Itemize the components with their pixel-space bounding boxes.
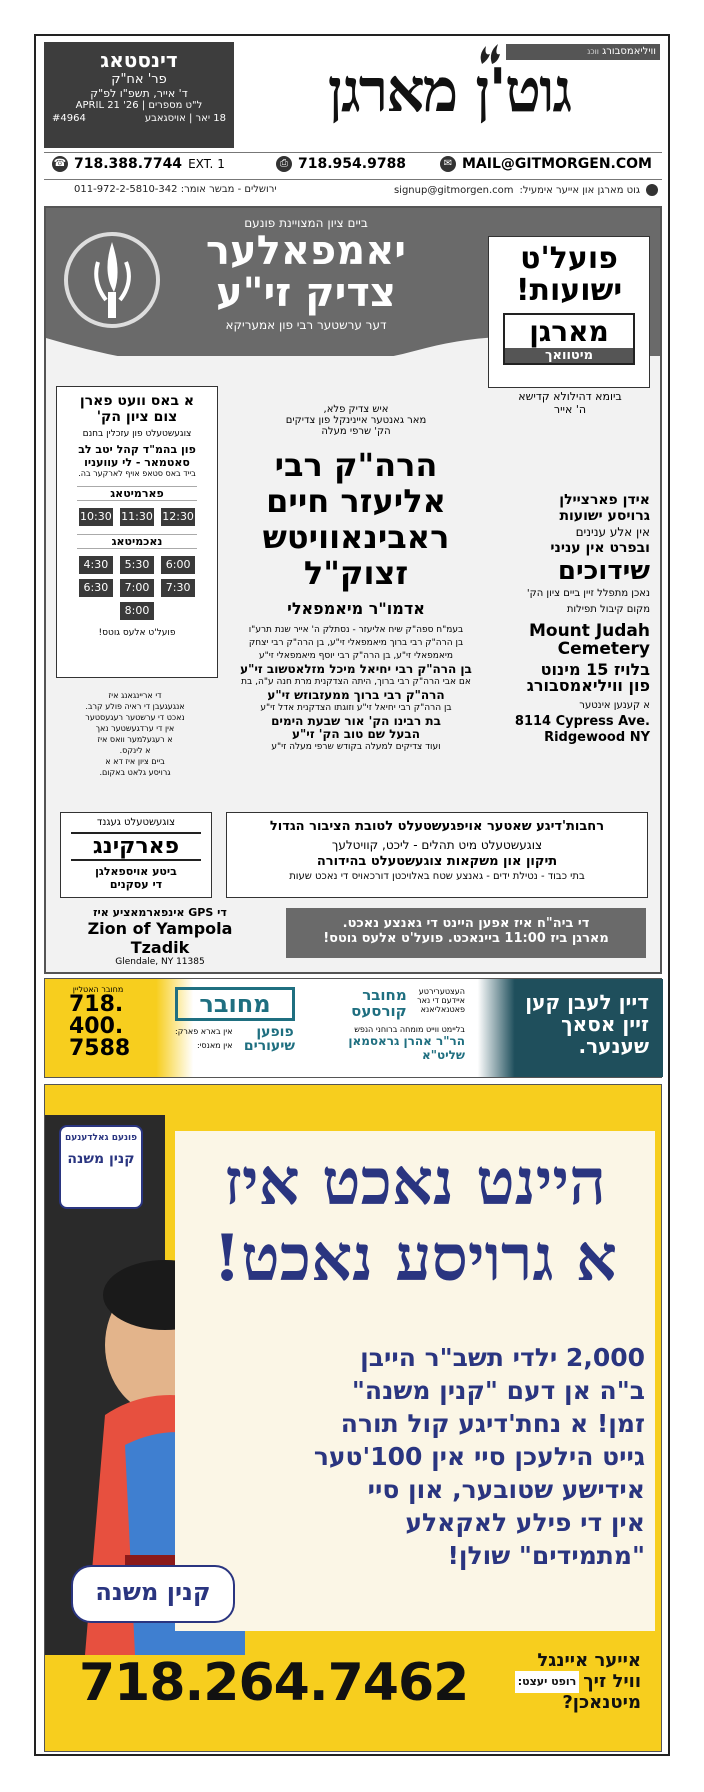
side-note-8: גרויסע גלאט באקום.: [99, 768, 171, 777]
ad-cta: [491, 1651, 641, 1713]
cta-3: מיטנאכן?: [562, 1692, 641, 1713]
kinyan-logo: [71, 1565, 235, 1623]
ad-body: [205, 1341, 645, 1572]
kursus-note: העצטערירטע איידעם די נאר פאטנאליאנא: [417, 987, 465, 1014]
address-label: א קענען אינטער: [579, 700, 650, 711]
body-4: גייט הילעכן סיי אין 100'טער: [313, 1442, 645, 1471]
contact-bar: [44, 152, 662, 180]
body-6: אין די פילע לאקאלע: [405, 1508, 645, 1537]
kursus-title: מחובר קורסעס: [351, 986, 407, 1020]
logo-notes: אין בארא פארק: אין מאנסי:: [175, 1027, 233, 1050]
english-date: APRIL 21 '26 | ל"ט מספרים: [75, 100, 203, 111]
memorial-header: [156, 216, 456, 332]
lineage-3: מיאמפאלי זי"ע, בן הרה"ק רבי יוסף מיאמפאלי זי"ע: [258, 651, 454, 661]
headline-1: היינט נאכט איז: [224, 1145, 606, 1220]
time-slot[interactable]: 10:30: [79, 508, 113, 526]
gps-name: Zion of Yampola Tzadik: [87, 919, 233, 957]
services-3: בתי כבוד - נטילת ידים - גאנצע שטח באלויכטן דורכאויס די נאכט שעות: [289, 871, 585, 882]
memorial-title-1: יאמפאלער: [205, 228, 407, 274]
body-3: זמן! א נחת'דיגע קול תורה: [340, 1409, 645, 1438]
side-note-1: די אריינגאנג איז: [108, 691, 162, 700]
bus-note-1: צוגעשטעלט פון עזכלין בחנם: [82, 429, 192, 439]
headline-2: א גרויסע נאכט!: [213, 1221, 617, 1296]
cemetery-from: פון וויליאמסבורג: [526, 676, 650, 695]
hotline[interactable]: [53, 985, 143, 1060]
parking-sub-1: ביטע אויספאלגן: [95, 865, 177, 878]
body-7: "מתמידים" שולן!: [447, 1541, 645, 1570]
times-afternoon: [57, 553, 217, 622]
yahrzeit-notice: [286, 908, 646, 958]
mechubar-ad[interactable]: [44, 978, 662, 1078]
notice-line-2: מארגן ביז 11:00 ביינאכט. פועל'ט אלעס גוטס!: [323, 931, 609, 946]
phone1-group[interactable]: [52, 156, 225, 172]
info-2: גרויסע ישועות: [559, 508, 650, 524]
bus-note-3: סאטמאר - לי עוועניו: [84, 456, 190, 469]
side-note-6: א לינקס.: [119, 746, 151, 755]
times-morning: [57, 505, 217, 528]
side-note-5: א רעגעלמער וואס איז: [97, 735, 173, 744]
info-4: ובפרט אין עניני: [550, 540, 650, 556]
hotline-phone: 718. 400. 7588: [69, 992, 131, 1061]
seal-badge: [59, 1125, 143, 1209]
info-3: אין אלע ענינים: [575, 525, 650, 539]
bus-day-2: נאכמיטאג: [77, 534, 197, 549]
badge-mid: ישועות!: [515, 273, 623, 308]
lineage-6: הרה"ק רבי ברוך ממעזבוזש זי"ע: [267, 688, 445, 702]
rebbe-name-4: זצוק"ל: [303, 554, 409, 592]
lineage-10: ועוד צדיקים למעלה בקודש שרפי מעלה זי"ע: [271, 742, 441, 752]
lineage-5: אם אבי הרה"ק רבי ברוך, היתה הצדקנית מרת חנה ע"ה, בת: [241, 677, 471, 687]
memorial-block: [44, 206, 662, 974]
cemetery-distance: בלויז 15 מינוט: [540, 660, 650, 679]
subline-right: [394, 184, 658, 196]
rebbe-name-2: אליעזר חיים: [266, 482, 446, 520]
gps-box[interactable]: [60, 906, 260, 967]
phone-icon: ☎: [52, 156, 68, 172]
subline-label: גוט מארגן און אייער אימעיל:: [519, 184, 640, 196]
logo-title: מחובר: [175, 987, 295, 1021]
masthead: [236, 42, 662, 148]
gps-address: Glendale, NY 11385: [115, 957, 205, 967]
services-title: רחבות'דיגע שאטער אויפגעשטעלט לטובת הציבור הגדול: [269, 819, 605, 834]
badge-name: מארגן: [529, 315, 609, 348]
day-name: דינסטאג: [100, 48, 178, 72]
phone1: 718.388.7744: [74, 156, 183, 172]
time-slot[interactable]: 4:30: [79, 556, 113, 574]
bus-note-4: בייד באס סטאפ אויף לארקער בה.: [78, 469, 196, 478]
tree-emblem-icon: [62, 222, 162, 332]
kinyan-mishna-ad[interactable]: [44, 1084, 662, 1752]
logo-details: [175, 1025, 295, 1053]
parsha: פר' אח"ק: [111, 72, 167, 87]
bus-day-1: פארמיטאג: [77, 486, 197, 501]
info-5: שידוכים: [557, 556, 650, 586]
bus-title-2: צום ציון הק': [96, 409, 178, 425]
date-box: [44, 42, 234, 148]
phone2: 718.954.9788: [298, 156, 407, 172]
email-group[interactable]: [440, 156, 652, 172]
subline-left: ירושלים - מבשר אומר: 011-972-2-5810-342: [74, 184, 277, 195]
phone2-group[interactable]: [276, 156, 406, 172]
mechubar-logo: [175, 987, 295, 1053]
mail-icon: ✉: [440, 156, 456, 172]
time-slot[interactable]: 6:30: [79, 579, 113, 597]
subline-email[interactable]: signup@gitmorgen.com: [393, 184, 514, 196]
address-2: Ridgewood NY: [544, 730, 650, 745]
badge-note-2: ה' אייר: [553, 403, 587, 416]
rebbe-title: אדמו"ר מיאמפאלי: [287, 599, 425, 618]
fax-icon: ⎙: [276, 156, 292, 172]
logo-sub: פופען שיעורים: [243, 1024, 295, 1054]
issue-row: [44, 113, 234, 124]
ad-phone[interactable]: 718.264.7462: [79, 1653, 469, 1713]
time-slot[interactable]: 6:00: [161, 556, 195, 574]
services-1: צוגעשטעלט מיט תהלים - ליכט, קוויטלעך: [331, 838, 543, 852]
time-slot[interactable]: 12:30: [161, 508, 195, 526]
body-1: 2,000 ילדי תשב"ר הייבן: [360, 1343, 645, 1372]
badge-notes: [490, 390, 650, 416]
phone1-ext: EXT. 1: [188, 157, 225, 171]
kinyan-logo-text: קנין משנה: [95, 1578, 211, 1606]
badge-note-1: ביומא דהילולא קדישא: [518, 390, 622, 403]
lineage-9: הבעל שם טוב הק' זי"ע: [292, 727, 420, 741]
side-note-4: אין די ערדגעשטער נאך: [95, 724, 175, 733]
badge-day: מיטוואך: [505, 348, 633, 363]
kursus-rav-label: בליימט ווייט מומחה ברוחני הנפש: [354, 1025, 465, 1034]
cta-1: אייער איינגל: [537, 1650, 641, 1671]
kursus-block: [315, 987, 465, 1062]
bus-schedule: [56, 386, 218, 678]
time-slot[interactable]: 8:00: [120, 602, 154, 620]
center-small-1: איש צדיק פלא,: [323, 404, 389, 415]
info-7: מקום קיבול תפילות: [566, 604, 650, 615]
address-1: 8114 Cypress Ave.: [514, 714, 650, 729]
body-5: אידישע שטובער, און סיי: [367, 1475, 645, 1504]
services-2: תיקון און משקאות צוגעשטעלט בהידורה: [316, 854, 558, 869]
parking-box: [60, 812, 212, 898]
kursus-rav: הר"ר אהרן גראסמאן שליט"א: [348, 1034, 465, 1062]
lineage-8: בת רבינו הק' אור שבעת הימים: [271, 714, 441, 728]
info-6: נאכן מתפלל זיין ביים ציון הק': [526, 588, 650, 599]
cta-2: וויל זיך: [583, 1671, 641, 1692]
side-notes: [60, 690, 210, 778]
seal-side-text: פונעם גאלדענעם: [64, 1133, 138, 1143]
time-slot[interactable]: 7:00: [120, 579, 154, 597]
info-icon: [646, 184, 658, 196]
side-note-3: נאכט די ערשטער רעגעסטער: [85, 713, 185, 722]
gps-label: די GPS אינפארמאציע איז: [93, 906, 227, 919]
logo-text: גוט'ן מארגן: [327, 56, 571, 126]
ad-headline: [175, 1145, 655, 1297]
lineage-4: בן הרה"ק רבי יחיאל מיכל מזלאטשוב זי"ע: [240, 662, 472, 676]
yahrzeit-badge: [488, 236, 650, 388]
rebbe-name-1: הרה"ק רבי: [274, 446, 438, 484]
edition-tag: וויליאמסבורג ווכנ: [506, 44, 660, 60]
time-slot[interactable]: 7:30: [161, 579, 195, 597]
parking-title: פארקינג: [71, 832, 201, 861]
lineage-1: בעמ"ח ספה"ק שיח אליעזר - נסתלק ה' אייר שנת תרע"ו: [248, 625, 464, 635]
memorial-subtitle: דער ערשטער רבי פון אמעריקא: [225, 318, 387, 332]
bus-footer: פועל'ט אלעס גוטס!: [98, 628, 176, 638]
issue-number: #4964: [52, 113, 86, 124]
center-small-2: מאר גאנטער איינינקל פון צדיקים: [285, 415, 427, 426]
hebrew-date: ד' אייר, תשפ"ו לפ"ק: [90, 87, 188, 100]
memorial-top-small: ביים ציון המצויינת פונעם: [244, 216, 368, 230]
body-2: ב"ה אן דעם "קנין משנה": [351, 1376, 645, 1405]
omer: 18 יאר | אויסגאבע: [144, 113, 226, 124]
rebbe-name-3: ראבינאוויטש: [262, 518, 450, 556]
lineage-2: בן הרה"ק רבי ברוך מיאמפאלי זי"ע, בן הרה"ק רבי יצחק: [248, 638, 464, 648]
parking-sub-2: די עסקנים: [109, 878, 163, 891]
side-note-7: ביים ציון איז דא א: [105, 757, 165, 766]
info-1: אידן פארציילן: [559, 492, 650, 508]
lineage-7: בן הרה"ק רבי יחיאל זי"ע וזוגתו הצדקנית אדל זי"ע: [260, 703, 452, 713]
center-small-3: הק' שרפי מעלה: [321, 426, 391, 437]
seal-text: קנין משנה: [67, 1151, 135, 1167]
cta-tag: רופט יעצט:: [515, 1671, 580, 1693]
bus-note-2: פון בהמ"ד קהל יטב לב: [78, 443, 196, 456]
memorial-title-2: צדיק זי"ע: [215, 270, 397, 316]
bus-title-1: א באס וועט פארן: [79, 393, 195, 409]
side-note-2: אנגעגעבן די ראיה פולע קרב.: [85, 702, 185, 711]
email: MAIL@GITMORGEN.COM: [462, 156, 652, 172]
lineage: [226, 624, 486, 754]
time-slot[interactable]: 11:30: [120, 508, 154, 526]
ad-band-slogan: דיין לעבן קען זיין אסאך שענער.: [525, 990, 649, 1058]
parking-label: צוגעשטעלט געגנד: [96, 817, 176, 828]
newsletter-page: [34, 34, 670, 1756]
badge-top: פועל'ט: [520, 241, 618, 276]
hotline-label: מחובר האטליין: [72, 985, 124, 994]
info-column: [490, 492, 650, 746]
notice-line-1: די ביה"ח איז אפען היינט די גאנצע נאכט.: [342, 916, 590, 931]
services-box: [226, 812, 648, 898]
subline: [44, 180, 662, 200]
rebbe-section: [226, 404, 486, 754]
time-slot[interactable]: 5:30: [120, 556, 154, 574]
cemetery-name: Mount Judah Cemetery: [528, 621, 650, 659]
